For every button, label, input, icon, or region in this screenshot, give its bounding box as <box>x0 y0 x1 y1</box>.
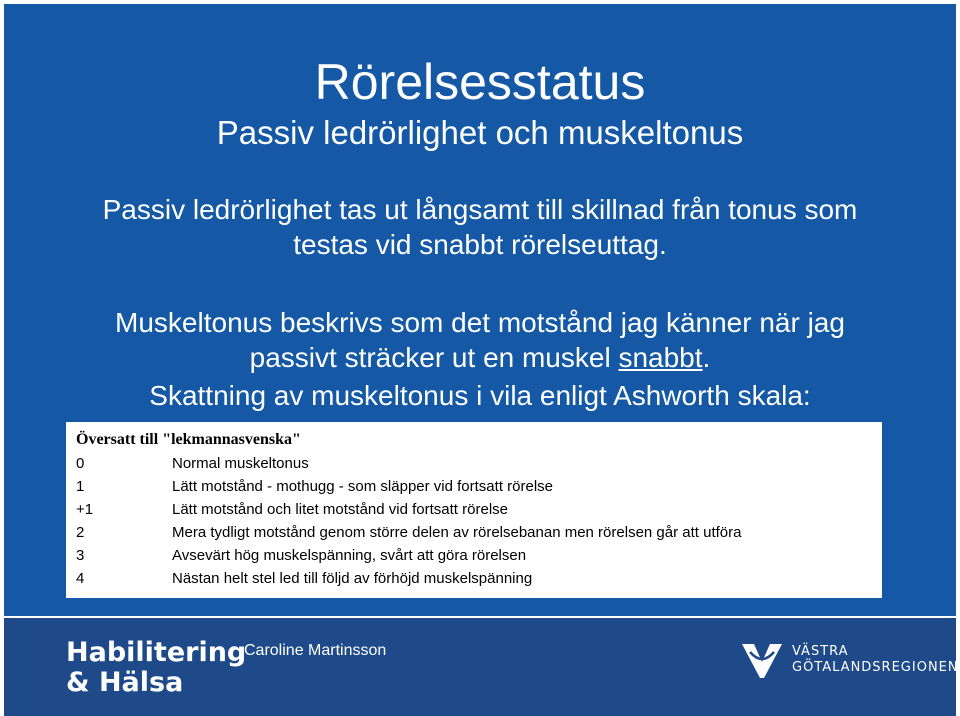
slide-title: Rörelsesstatus <box>314 54 646 110</box>
vgr-text <box>792 644 959 676</box>
scale-description: Nästan helt stel led till följd av förhöjd muskelspänning <box>172 570 533 587</box>
scale-grade: 3 <box>76 547 85 564</box>
paragraph-passive-mobility <box>20 192 940 262</box>
logo-line: Habilitering <box>66 637 247 668</box>
scale-description: Lätt motstånd och litet motstånd vid fortsatt rörelse <box>172 501 508 518</box>
scale-grade: +1 <box>76 501 94 518</box>
logo-line: & Hälsa <box>66 667 184 698</box>
snabbt-link[interactable]: snabbt <box>618 342 703 373</box>
paragraph-muscle-tone <box>20 305 940 375</box>
scale-description: Normal muskeltonus <box>172 455 309 472</box>
slide-subtitle: Passiv ledrörlighet och muskeltonus <box>216 114 744 151</box>
scale-grade: 1 <box>76 478 85 495</box>
scale-grade: 2 <box>76 524 85 541</box>
scale-grade: 0 <box>76 455 85 472</box>
scale-row <box>76 544 876 567</box>
scale-row <box>76 475 876 498</box>
scale-description: Lätt motstånd - mothugg - som släpper vid fortsatt rörelse <box>172 478 553 495</box>
scale-list <box>76 452 876 590</box>
paragraph-line: Muskeltonus beskrivs som det motstånd jag känner när jag <box>115 307 845 338</box>
paragraph-line: Passiv ledrörlighet tas ut långsamt till skillnad från tonus som <box>102 194 858 225</box>
paragraph-line <box>20 340 940 375</box>
vastra-gotalandsregionen-logo <box>740 640 959 680</box>
paragraph-text: passivt sträcker ut en muskel <box>249 342 619 373</box>
author-name: Caroline Martinsson <box>244 642 387 659</box>
paragraph-punctuation: . <box>702 342 711 373</box>
vgr-logo-icon <box>740 640 784 680</box>
vgr-line: GÖTALANDSREGIONEN <box>792 660 959 675</box>
ashworth-scale-box <box>66 422 882 598</box>
paragraph-ashworth: Skattning av muskeltonus i vila enligt Ashworth skala: <box>149 380 811 411</box>
vgr-line: VÄSTRA <box>792 644 849 659</box>
scale-row <box>76 498 876 521</box>
scale-row <box>76 521 876 544</box>
paragraph-line: testas vid snabbt rörelseuttag. <box>293 229 667 260</box>
scale-title: Översatt till "lekmannasvenska" <box>76 431 301 448</box>
scale-grade: 4 <box>76 570 85 587</box>
scale-row <box>76 452 876 475</box>
scale-row <box>76 567 876 590</box>
scale-description: Avsevärt hög muskelspänning, svårt att göra rörelsen <box>172 547 527 564</box>
scale-description: Mera tydligt motstånd genom större delen av rörelsebanan men rörelsen går att utföra <box>172 524 742 541</box>
habilitering-halsa-logo <box>66 638 246 698</box>
